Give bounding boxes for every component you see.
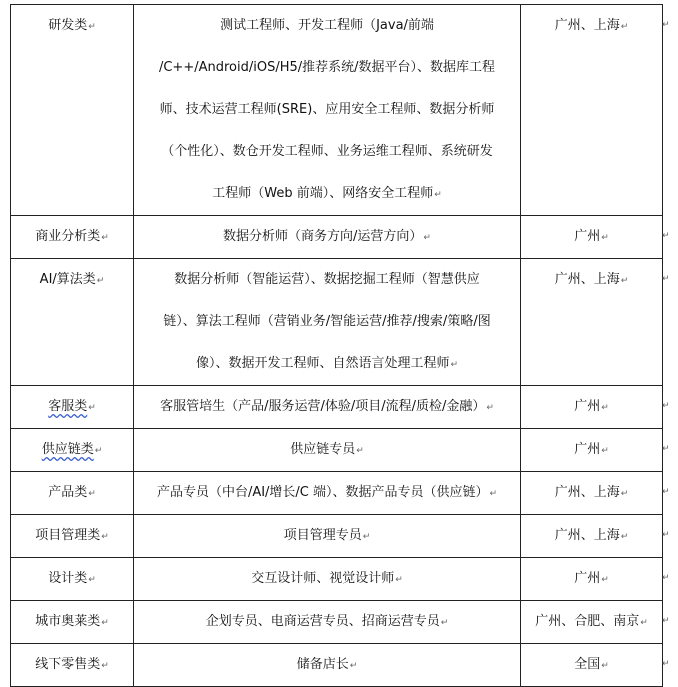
positions-cell (134, 429, 521, 472)
positions-text: /C++/Android/iOS/H5/推荐系统/数据平台）、数据库工程 (158, 60, 496, 75)
row-end-mark: ↵ (662, 487, 670, 497)
location-cell (521, 601, 663, 644)
paragraph-mark: ↵ (601, 403, 609, 413)
location-cell (521, 644, 663, 687)
table-row (11, 558, 663, 601)
row-end-mark: ↵ (662, 231, 670, 241)
category-cell (11, 429, 134, 472)
positions-text: 链）、算法工程师（营销业务/智能运营/推荐/搜索/策略/图 (163, 314, 491, 329)
paragraph-mark: ↵ (620, 276, 629, 286)
paragraph-mark: ↵ (96, 276, 105, 286)
paragraph-mark: ↵ (88, 22, 96, 32)
paragraph-mark: ↵ (640, 618, 648, 628)
paragraph-mark: ↵ (601, 233, 609, 243)
paragraph-mark: ↵ (601, 661, 609, 671)
paragraph-mark: ↵ (101, 532, 109, 542)
paragraph-mark: ↵ (101, 661, 109, 671)
positions-line (140, 173, 514, 215)
category-label: 商业分析类 (35, 229, 101, 244)
location-label: 广州、上海 (554, 528, 620, 543)
paragraph-mark: ↵ (440, 618, 449, 628)
table-row (11, 515, 663, 558)
paragraph-mark: ↵ (356, 446, 364, 456)
positions-text: 测试工程师、开发工程师（Java/前端 (220, 18, 434, 33)
paragraph-mark: ↵ (88, 575, 96, 585)
positions-line (140, 216, 514, 258)
paragraph-mark: ↵ (395, 575, 403, 585)
location-label: 广州 (574, 571, 601, 586)
positions-line (140, 472, 514, 514)
paragraph-mark: ↵ (423, 233, 431, 243)
category-cell (11, 259, 134, 386)
positions-cell (134, 386, 521, 429)
category-cell (11, 558, 134, 601)
category-label: 供应链类 (41, 442, 94, 457)
row-end-mark: ↵ (662, 530, 670, 540)
positions-cell (134, 558, 521, 601)
category-cell (11, 216, 134, 259)
location-label: 全国 (574, 657, 601, 672)
table-row (11, 472, 663, 515)
paragraph-mark: ↵ (601, 575, 609, 585)
positions-cell (134, 259, 521, 386)
paragraph-mark: ↵ (450, 360, 459, 370)
category-cell (11, 515, 134, 558)
paragraph-mark: ↵ (620, 22, 629, 32)
paragraph-mark: ↵ (88, 403, 96, 413)
category-label: 城市奥莱类 (35, 614, 101, 629)
location-label: 广州、上海 (554, 485, 620, 500)
table-row (11, 386, 663, 429)
location-cell (521, 259, 663, 386)
paragraph-mark: ↵ (601, 446, 609, 456)
table-body (11, 5, 663, 687)
positions-cell (134, 515, 521, 558)
location-cell (521, 472, 663, 515)
row-end-mark: ↵ (662, 616, 670, 626)
category-cell (11, 472, 134, 515)
positions-text: 工程师（Web 前端）、网络安全工程师 (212, 186, 434, 201)
positions-cell (134, 472, 521, 515)
positions-text: 项目管理专员 (283, 528, 362, 543)
category-label: 客服类 (48, 399, 88, 414)
paragraph-mark: ↵ (620, 532, 629, 542)
category-label: 项目管理类 (35, 528, 101, 543)
positions-cell (134, 5, 521, 216)
location-label: 广州、合肥、南京 (535, 614, 640, 629)
location-label: 广州 (574, 229, 601, 244)
positions-text: 储备店长 (296, 657, 349, 672)
location-cell (521, 216, 663, 259)
paragraph-mark: ↵ (489, 489, 498, 499)
row-end-mark: ↵ (662, 401, 670, 411)
positions-line (140, 89, 514, 131)
positions-line (140, 644, 514, 686)
paragraph-mark: ↵ (349, 661, 358, 671)
paragraph-mark: ↵ (620, 489, 629, 499)
positions-cell (134, 644, 521, 687)
category-label: 产品类 (48, 485, 88, 500)
row-end-marks (662, 0, 672, 682)
job-category-table (10, 4, 663, 687)
category-label: 设计类 (48, 571, 88, 586)
location-label: 广州 (574, 442, 601, 457)
positions-line (140, 131, 514, 173)
paragraph-mark: ↵ (101, 618, 109, 628)
location-cell (521, 515, 663, 558)
paragraph-mark: ↵ (434, 190, 442, 200)
category-label: 研发类 (48, 18, 88, 33)
location-cell (521, 429, 663, 472)
positions-line (140, 601, 514, 643)
row-end-mark: ↵ (662, 444, 670, 454)
positions-text: 数据分析师（智能运营）、数据挖掘工程师（智慧供应 (174, 272, 480, 287)
positions-text: 数据分析师（商务方向/运营方向） (223, 229, 423, 244)
category-cell (11, 386, 134, 429)
location-cell (521, 558, 663, 601)
positions-line (140, 429, 514, 471)
category-cell (11, 644, 134, 687)
location-label: 广州、上海 (554, 272, 620, 287)
row-end-mark: ↵ (662, 20, 670, 30)
positions-cell (134, 601, 521, 644)
category-label: AI/算法类 (39, 272, 96, 287)
positions-line (140, 47, 514, 89)
positions-text: 师、技术运营工程师(SRE)、应用安全工程师、数据分析师 (159, 102, 495, 117)
positions-text: 客服管培生（产品/服务运营/体验/项目/流程/质检/金融） (160, 399, 486, 414)
location-label: 广州 (574, 399, 601, 414)
row-end-mark: ↵ (662, 274, 670, 284)
table-row (11, 644, 663, 687)
table-row (11, 601, 663, 644)
positions-text: 产品专员（中台/AI/增长/C 端）、数据产品专员（供应链） (156, 485, 489, 500)
positions-line (140, 386, 514, 428)
row-end-mark: ↵ (662, 573, 670, 583)
category-cell (11, 601, 134, 644)
table-row (11, 216, 663, 259)
positions-line (140, 558, 514, 600)
positions-line (140, 343, 514, 385)
paragraph-mark: ↵ (94, 446, 103, 456)
location-cell (521, 386, 663, 429)
positions-text: 交互设计师、视觉设计师 (251, 571, 395, 586)
category-cell (11, 5, 134, 216)
paragraph-mark: ↵ (101, 233, 109, 243)
positions-cell (134, 216, 521, 259)
paragraph-mark: ↵ (88, 489, 96, 499)
positions-text: 企划专员、电商运营专员、招商运营专员 (205, 614, 440, 629)
table-row (11, 259, 663, 386)
category-label: 线下零售类 (35, 657, 101, 672)
positions-text: 像）、数据开发工程师、自然语言处理工程师 (195, 356, 450, 371)
positions-text: 供应链专员 (290, 442, 356, 457)
location-label: 广州、上海 (554, 18, 620, 33)
positions-line (140, 301, 514, 343)
positions-text: （个性化）、数仓开发工程师、业务运维工程师、系统研发 (161, 144, 493, 159)
positions-line (140, 515, 514, 557)
table-row (11, 5, 663, 216)
paragraph-mark: ↵ (486, 403, 494, 413)
row-end-mark: ↵ (662, 659, 670, 669)
positions-line (140, 5, 514, 47)
paragraph-mark: ↵ (362, 532, 371, 542)
location-cell (521, 5, 663, 216)
positions-line (140, 259, 514, 301)
table-row (11, 429, 663, 472)
